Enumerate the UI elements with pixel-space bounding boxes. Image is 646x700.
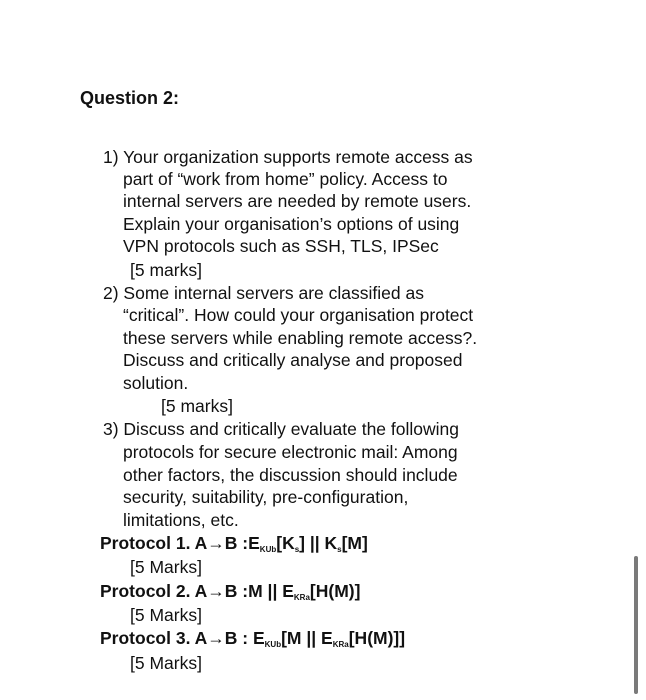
protocol-3-sub-2: KRa	[332, 640, 349, 649]
q2-line-3: these servers while enabling remote access?.	[123, 328, 478, 348]
protocol-1-mid-1: [K	[276, 533, 295, 553]
protocol-2-end: [H(M)]	[309, 581, 361, 601]
protocol-1-label: Protocol 1. A→B :E	[100, 533, 260, 553]
q2-line-1: 2) Some internal servers are classified as	[103, 283, 424, 303]
q2-line-4: Discuss and critically analyse and proposed	[123, 350, 463, 370]
q3-line-4: security, suitability, pre-configuration,	[123, 487, 409, 507]
q3-line-1: 3) Discuss and critically evaluate the following	[103, 419, 459, 439]
q1-line-1: 1) Your organization supports remote access as	[103, 147, 473, 167]
protocol-3-sub-1: KUb	[264, 640, 282, 649]
protocol-2-label: Protocol 2. A→B :M || E	[100, 581, 294, 601]
protocol-1-end: [M]	[341, 533, 368, 553]
protocol-1-marks: [5 Marks]	[130, 557, 202, 577]
q1-line-3: internal servers are needed by remote users.	[123, 191, 472, 211]
q2-line-2: “critical”. How could your organisation protect	[123, 305, 474, 325]
protocol-1-mid-2: ] || K	[299, 533, 338, 553]
protocol-3-label: Protocol 3. A→B : E	[100, 628, 265, 648]
q1-line-2: part of “work from home” policy. Access to	[123, 169, 448, 189]
q2-line-5: solution.	[123, 373, 189, 393]
protocol-2	[100, 580, 360, 602]
protocol-1-sub-1: KUb	[259, 545, 277, 554]
protocol-1	[100, 532, 368, 554]
protocol-3-marks: [5 Marks]	[130, 653, 202, 673]
protocol-3-mid-1: [M || E	[281, 628, 333, 648]
protocol-2-marks: [5 Marks]	[130, 605, 202, 625]
q3-line-5: limitations, etc.	[123, 510, 239, 530]
protocol-2-sub-1: KRa	[293, 593, 310, 602]
protocol-3-end: [H(M)]]	[348, 628, 406, 648]
protocol-1-sub-2: s	[294, 545, 300, 554]
q1-line-4: Explain your organisation’s options of using	[123, 214, 460, 234]
q1-line-5: VPN protocols such as SSH, TLS, IPSec	[123, 236, 439, 256]
q3-line-3: other factors, the discussion should include	[123, 465, 458, 485]
q3-line-2: protocols for secure electronic mail: Among	[123, 442, 458, 462]
protocol-1-sub-3: s	[337, 545, 342, 554]
protocol-3	[100, 627, 405, 649]
q2-marks: [5 marks]	[161, 396, 233, 416]
q1-marks: [5 marks]	[130, 260, 202, 280]
question-heading: Question 2:	[80, 88, 180, 108]
vertical-scrollbar[interactable]	[634, 556, 638, 694]
